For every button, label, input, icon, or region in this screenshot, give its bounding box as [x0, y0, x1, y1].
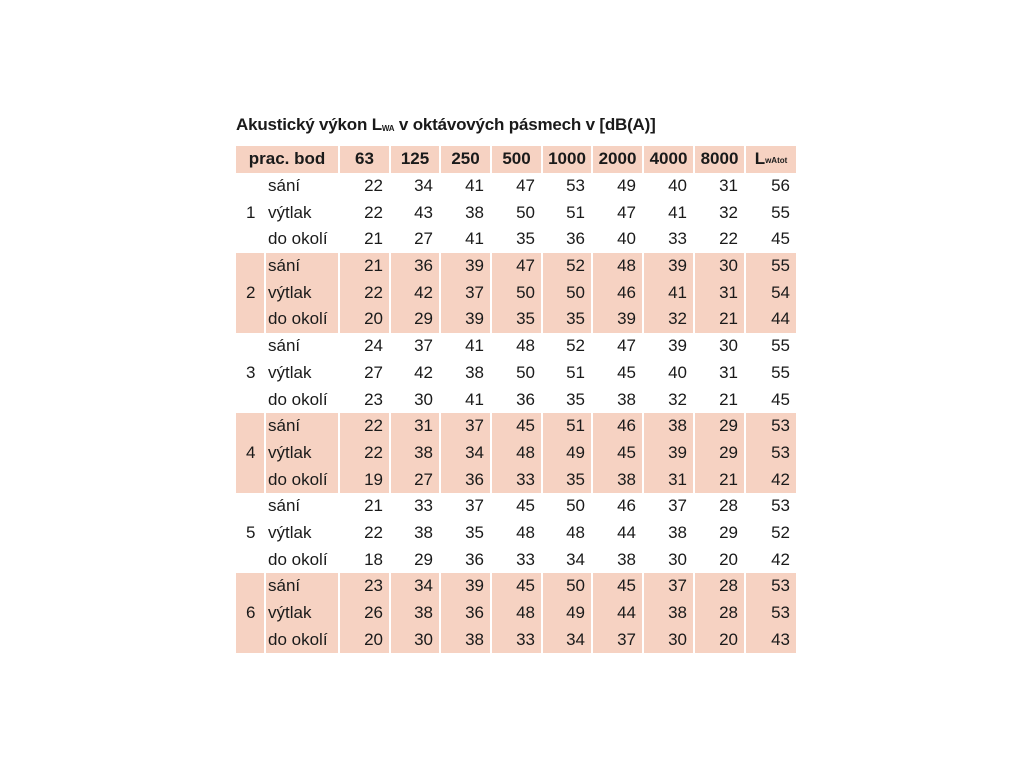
group-number: 5	[246, 522, 256, 542]
group-number	[236, 306, 264, 333]
total-cell: 42	[771, 549, 790, 569]
value-cell: 30	[644, 626, 693, 653]
total-cell: 55	[771, 202, 790, 222]
value-cell: 36	[566, 229, 585, 249]
value-cell: 44	[593, 600, 642, 627]
value-cell: 50	[566, 496, 585, 516]
row-label: do okolí	[266, 626, 338, 653]
value-cell: 41	[465, 229, 484, 249]
group-number: 2	[236, 279, 264, 306]
title-text: Akustický výkon L	[236, 115, 382, 134]
value-cell: 46	[617, 496, 636, 516]
row-label: sání	[266, 573, 338, 600]
row-label: výtlak	[268, 202, 312, 222]
total-cell: 53	[746, 440, 796, 467]
value-cell: 33	[492, 626, 541, 653]
group-number	[236, 466, 264, 493]
row-label: výtlak	[266, 440, 338, 467]
row-label: do okolí	[268, 549, 328, 569]
value-cell: 36	[391, 253, 439, 280]
group-number	[236, 253, 264, 280]
value-cell: 38	[644, 413, 693, 440]
value-cell: 37	[414, 336, 433, 356]
value-cell: 38	[617, 549, 636, 569]
value-cell: 32	[644, 306, 693, 333]
value-cell: 36	[441, 600, 490, 627]
value-cell: 31	[644, 466, 693, 493]
value-cell: 36	[516, 389, 535, 409]
value-cell: 48	[492, 600, 541, 627]
header-freq: 8000	[695, 146, 744, 173]
value-cell: 45	[617, 362, 636, 382]
value-cell: 20	[695, 626, 744, 653]
group-number: 1	[246, 202, 256, 222]
row-label: sání	[268, 496, 301, 516]
value-cell: 47	[492, 253, 541, 280]
value-cell: 41	[465, 336, 484, 356]
value-cell: 22	[340, 440, 389, 467]
value-cell: 37	[465, 496, 484, 516]
value-cell: 22	[719, 229, 738, 249]
value-cell: 35	[566, 389, 585, 409]
value-cell: 49	[543, 600, 591, 627]
value-cell: 38	[391, 440, 439, 467]
total-cell: 45	[771, 389, 790, 409]
value-cell: 20	[719, 549, 738, 569]
value-cell: 22	[340, 279, 389, 306]
value-cell: 39	[644, 253, 693, 280]
value-cell: 23	[340, 573, 389, 600]
value-cell: 35	[543, 466, 591, 493]
row-label: do okolí	[268, 389, 328, 409]
header-freq: 500	[492, 146, 541, 173]
value-cell: 40	[668, 176, 687, 196]
value-cell: 30	[695, 253, 744, 280]
value-cell: 37	[593, 626, 642, 653]
total-cell: 54	[746, 279, 796, 306]
value-cell: 50	[543, 279, 591, 306]
value-cell: 40	[617, 229, 636, 249]
value-cell: 21	[695, 306, 744, 333]
header-prac-bod: prac. bod	[236, 146, 338, 173]
value-cell: 37	[644, 573, 693, 600]
row-label: výtlak	[266, 600, 338, 627]
value-cell: 50	[516, 202, 535, 222]
value-cell: 30	[668, 549, 687, 569]
row-label: výtlak	[266, 279, 338, 306]
group-number	[236, 493, 264, 520]
value-cell: 35	[465, 522, 484, 542]
value-cell: 34	[414, 176, 433, 196]
header-total-symbol: L	[754, 149, 766, 169]
group-number	[236, 573, 264, 600]
value-cell: 27	[414, 229, 433, 249]
value-cell: 50	[543, 573, 591, 600]
group-number	[236, 413, 264, 440]
value-cell: 39	[441, 253, 490, 280]
total-cell: 53	[746, 600, 796, 627]
value-cell: 50	[516, 362, 535, 382]
value-cell: 46	[593, 279, 642, 306]
value-cell: 32	[668, 389, 687, 409]
value-cell: 29	[414, 549, 433, 569]
value-cell: 39	[644, 440, 693, 467]
header-freq: 125	[391, 146, 439, 173]
value-cell: 29	[695, 440, 744, 467]
total-cell: 43	[746, 626, 796, 653]
value-cell: 33	[492, 466, 541, 493]
value-cell: 49	[617, 176, 636, 196]
value-cell: 38	[593, 466, 642, 493]
value-cell: 45	[492, 573, 541, 600]
value-cell: 47	[617, 336, 636, 356]
value-cell: 37	[441, 413, 490, 440]
value-cell: 33	[668, 229, 687, 249]
value-cell: 22	[364, 176, 383, 196]
value-cell: 39	[441, 306, 490, 333]
header-freq: 2000	[593, 146, 642, 173]
value-cell: 38	[414, 522, 433, 542]
value-cell: 50	[492, 279, 541, 306]
value-cell: 35	[492, 306, 541, 333]
value-cell: 31	[719, 362, 738, 382]
group-number: 4	[236, 440, 264, 467]
value-cell: 22	[364, 522, 383, 542]
value-cell: 41	[465, 176, 484, 196]
header-freq: 63	[340, 146, 389, 173]
group-number	[236, 546, 264, 573]
value-cell: 29	[695, 413, 744, 440]
value-cell: 28	[695, 573, 744, 600]
value-cell: 21	[340, 253, 389, 280]
total-cell: 55	[771, 362, 790, 382]
group-number	[236, 386, 264, 413]
value-cell: 51	[543, 413, 591, 440]
value-cell: 44	[617, 522, 636, 542]
value-cell: 21	[364, 496, 383, 516]
value-cell: 49	[543, 440, 591, 467]
value-cell: 32	[719, 202, 738, 222]
value-cell: 45	[593, 573, 642, 600]
table-title	[236, 115, 656, 135]
total-cell: 42	[746, 466, 796, 493]
row-label: do okolí	[268, 229, 328, 249]
row-label: do okolí	[266, 466, 338, 493]
total-cell: 53	[746, 413, 796, 440]
value-cell: 48	[566, 522, 585, 542]
value-cell: 45	[492, 413, 541, 440]
value-cell: 33	[414, 496, 433, 516]
value-cell: 42	[391, 279, 439, 306]
value-cell: 48	[516, 522, 535, 542]
value-cell: 39	[668, 336, 687, 356]
value-cell: 29	[719, 522, 738, 542]
value-cell: 47	[516, 176, 535, 196]
value-cell: 29	[391, 306, 439, 333]
value-cell: 51	[566, 362, 585, 382]
value-cell: 36	[441, 466, 490, 493]
header-total-subscript: wAtot	[765, 155, 788, 165]
group-number: 6	[236, 600, 264, 627]
row-label: sání	[268, 336, 301, 356]
value-cell: 22	[340, 413, 389, 440]
value-cell: 51	[566, 202, 585, 222]
value-cell: 46	[593, 413, 642, 440]
value-cell: 35	[516, 229, 535, 249]
total-cell: 55	[771, 336, 790, 356]
value-cell: 41	[644, 279, 693, 306]
value-cell: 36	[465, 549, 484, 569]
value-cell: 18	[364, 549, 383, 569]
header-freq: 4000	[644, 146, 693, 173]
value-cell: 34	[566, 549, 585, 569]
value-cell: 48	[516, 336, 535, 356]
value-cell: 38	[441, 626, 490, 653]
value-cell: 43	[414, 202, 433, 222]
value-cell: 39	[593, 306, 642, 333]
group-number	[236, 226, 264, 253]
value-cell: 27	[364, 362, 383, 382]
value-cell: 41	[465, 389, 484, 409]
group-number: 3	[246, 362, 256, 382]
value-cell: 30	[414, 389, 433, 409]
value-cell: 34	[441, 440, 490, 467]
total-cell: 55	[746, 253, 796, 280]
value-cell: 34	[391, 573, 439, 600]
total-cell: 52	[771, 522, 790, 542]
row-label: sání	[268, 176, 301, 196]
value-cell: 37	[668, 496, 687, 516]
value-cell: 31	[695, 279, 744, 306]
value-cell: 53	[566, 176, 585, 196]
header-freq: 1000	[543, 146, 591, 173]
value-cell: 31	[719, 176, 738, 196]
value-cell: 33	[516, 549, 535, 569]
header-freq: 250	[441, 146, 490, 173]
row-label: sání	[266, 253, 338, 280]
group-number	[236, 333, 264, 360]
value-cell: 23	[364, 389, 383, 409]
value-cell: 31	[391, 413, 439, 440]
value-cell: 20	[340, 306, 389, 333]
value-cell: 28	[719, 496, 738, 516]
value-cell: 52	[543, 253, 591, 280]
value-cell: 21	[364, 229, 383, 249]
value-cell: 48	[593, 253, 642, 280]
value-cell: 38	[465, 362, 484, 382]
value-cell: 34	[543, 626, 591, 653]
title-subscript: WA	[381, 124, 395, 133]
value-cell: 41	[668, 202, 687, 222]
total-cell: 45	[771, 229, 790, 249]
value-cell: 38	[617, 389, 636, 409]
value-cell: 47	[617, 202, 636, 222]
value-cell: 30	[719, 336, 738, 356]
row-label: do okolí	[266, 306, 338, 333]
value-cell: 21	[695, 466, 744, 493]
header-total	[746, 146, 796, 173]
value-cell: 20	[340, 626, 389, 653]
value-cell: 45	[516, 496, 535, 516]
total-cell: 53	[771, 496, 790, 516]
value-cell: 38	[668, 522, 687, 542]
value-cell: 19	[340, 466, 389, 493]
title-suffix: v oktávových pásmech v [dB(A)]	[394, 115, 656, 134]
total-cell: 53	[746, 573, 796, 600]
row-label: sání	[266, 413, 338, 440]
value-cell: 30	[391, 626, 439, 653]
value-cell: 28	[695, 600, 744, 627]
value-cell: 24	[364, 336, 383, 356]
value-cell: 40	[668, 362, 687, 382]
acoustic-power-table	[236, 146, 796, 653]
row-label: výtlak	[268, 522, 312, 542]
value-cell: 26	[340, 600, 389, 627]
value-cell: 45	[593, 440, 642, 467]
value-cell: 38	[465, 202, 484, 222]
group-number	[236, 173, 264, 200]
total-cell: 44	[746, 306, 796, 333]
value-cell: 21	[719, 389, 738, 409]
value-cell: 35	[543, 306, 591, 333]
total-cell: 56	[771, 176, 790, 196]
value-cell: 48	[492, 440, 541, 467]
value-cell: 27	[391, 466, 439, 493]
group-number	[236, 626, 264, 653]
value-cell: 52	[566, 336, 585, 356]
row-label: výtlak	[268, 362, 312, 382]
value-cell: 22	[364, 202, 383, 222]
value-cell: 42	[414, 362, 433, 382]
value-cell: 37	[441, 279, 490, 306]
value-cell: 38	[644, 600, 693, 627]
value-cell: 38	[391, 600, 439, 627]
value-cell: 39	[441, 573, 490, 600]
